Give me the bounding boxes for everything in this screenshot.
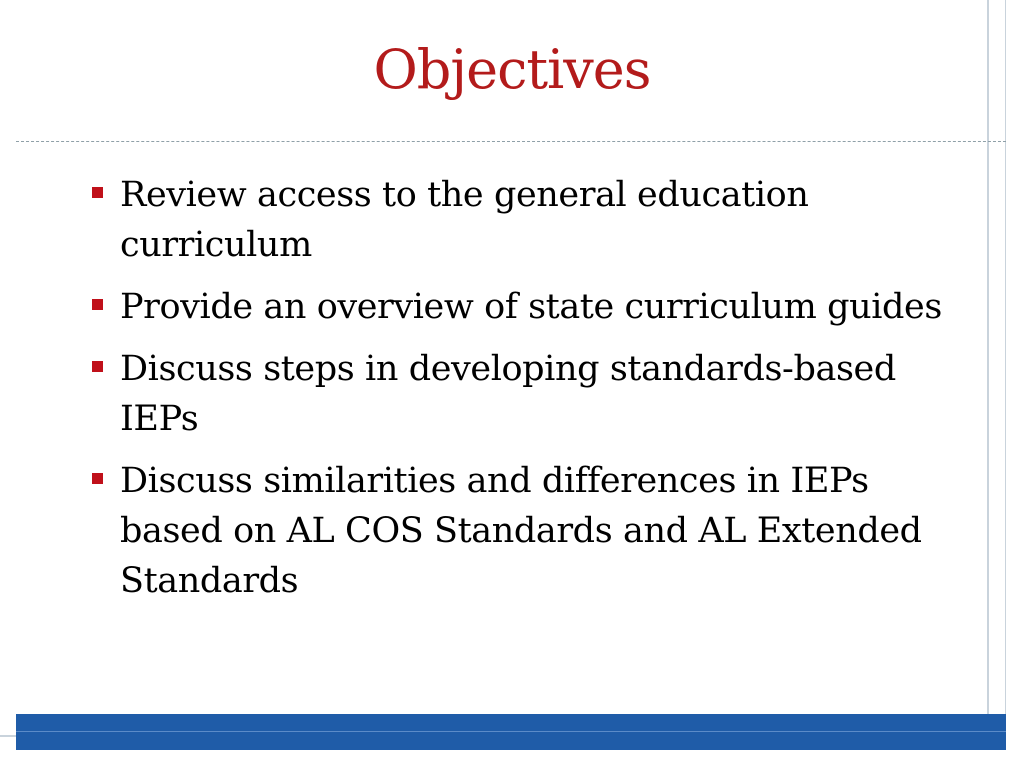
bullet-text: Discuss similarities and differences in IEPs based on AL COS Standards and AL Extended Standards [120, 461, 922, 601]
title-divider [16, 141, 1006, 142]
bullet-item [92, 344, 972, 444]
bullet-text: Review access to the general education curriculum [120, 175, 809, 265]
slide-title: Objectives [373, 38, 651, 101]
bullet-text: Provide an overview of state curriculum guides [120, 287, 942, 327]
footer-bar [16, 714, 1006, 750]
square-bullet-icon [92, 473, 103, 484]
square-bullet-icon [92, 187, 103, 198]
bullet-item [92, 170, 972, 270]
square-bullet-icon [92, 361, 103, 372]
bullet-item [92, 282, 972, 332]
bullet-text: Discuss steps in developing standards-based IEPs [120, 349, 896, 439]
slide-frame-edge [1005, 0, 1006, 750]
square-bullet-icon [92, 299, 103, 310]
bullet-item [92, 456, 972, 606]
footer-accent-line [16, 731, 1006, 732]
bullet-list [92, 170, 972, 618]
